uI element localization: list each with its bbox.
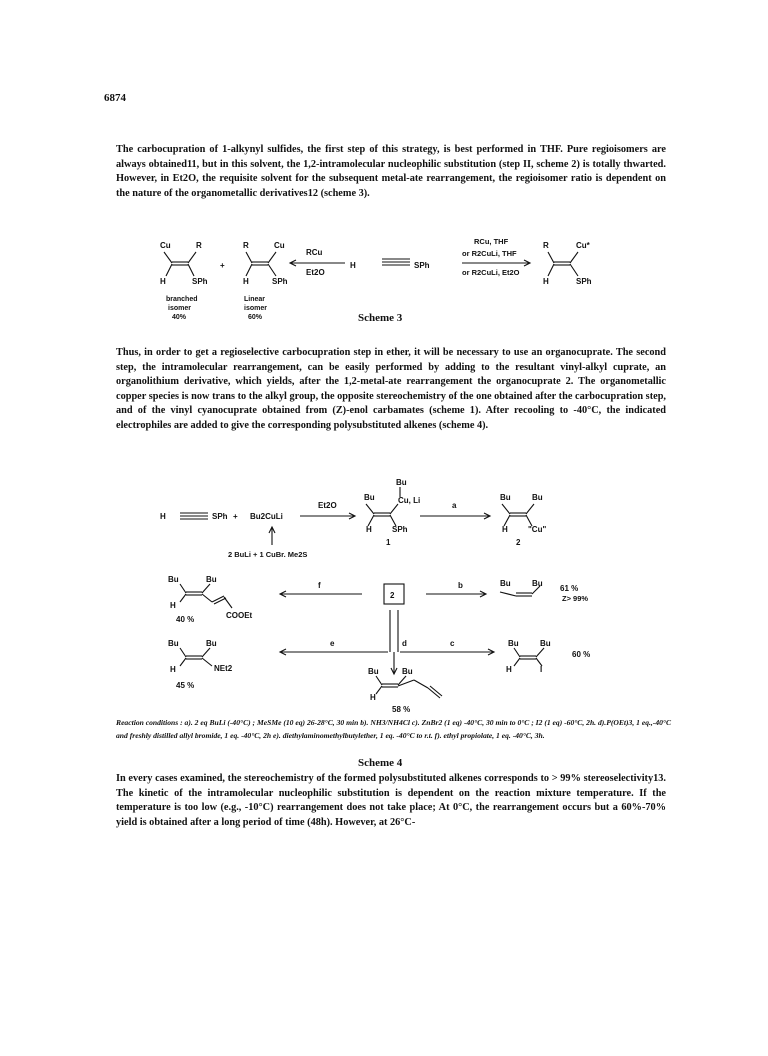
- svg-text:SPh: SPh: [392, 525, 408, 534]
- svg-text:SPh: SPh: [212, 512, 228, 521]
- svg-text:Bu: Bu: [500, 579, 511, 588]
- s3-reagent-right-top: RCu, THF: [474, 237, 509, 246]
- svg-text:Cu: Cu: [274, 241, 285, 250]
- svg-text:Cu*: Cu*: [576, 241, 590, 250]
- svg-text:SPh: SPh: [192, 277, 208, 286]
- svg-text:Bu: Bu: [532, 493, 543, 502]
- paragraph-3: In every cases examined, the stereochemistry of the formed polysubstituted alkenes corresponds to > 99% stereoselectivity13. The kinetic of the intramolecular nucleophilic substitution is dependent on the reaction mixture temperature. If the temperature is too low (e.g., -10°C) rearrangement does not take place; At 0°C, the rearrangement occurs but a 60%-70% yield is obtained after a long period of time (48h). However, at 26°C-: [116, 773, 666, 828]
- s4-plus: +: [233, 512, 238, 521]
- svg-text:SPh: SPh: [576, 277, 592, 286]
- s4-label-b: b: [458, 581, 463, 590]
- svg-text:H: H: [543, 277, 549, 286]
- svg-text:R: R: [243, 241, 249, 250]
- svg-text:Bu: Bu: [168, 575, 179, 584]
- s4-compound-1: 1: [386, 538, 391, 547]
- s4-yield-b: 61 %: [560, 584, 579, 593]
- s3-reagent-right-bottom: or R2CuLi, Et2O: [462, 268, 520, 277]
- svg-text:Cu: Cu: [160, 241, 171, 250]
- scheme-4-caption: Scheme 4: [358, 757, 403, 769]
- svg-text:Bu: Bu: [206, 639, 217, 648]
- s3-linear-1: Linear: [244, 296, 266, 303]
- reaction-conditions: Reaction conditions : a). 2 eq BuLi (-40°C) ; MeSMe (10 eq) 26-28°C, 30 min b). NH3/NH4Cl c). ZnBr2 (1 eq) -40°C, 30 min to 0°C ; I2 (1 eq) -60°C, 2h. d).P(OEt)3, 1 eq.,-40°C and freshly distilled allyl bromide, 1 eq. -40°C, 2h e). diethylaminomethylbutylether, 1 eq. -40°C to r.t. f). ethyl propiolate, 1 eq. -40°C, 3h.: [116, 718, 672, 741]
- svg-text:Bu: Bu: [540, 639, 551, 648]
- page-number: 6874: [104, 92, 126, 104]
- s4-group-cooet: COOEt: [226, 611, 253, 620]
- svg-text:H: H: [170, 601, 176, 610]
- paragraph-1: The carbocupration of 1-alkynyl sulfides, the first step of this strategy, is best performed in THF. Pure regioisomers are always obtained11, but in this solvent, the 1,2-intramolecular nucleophilic substitution (step II, scheme 2) is totally thwarted. However, in Et2O, the requisite solvent for the subsequent metal-ate rearrangement, the regioisomer ratio is dependent on the nature of the organometallic derivatives12 (scheme 3).: [116, 144, 666, 199]
- s3-linear-3: 60%: [248, 314, 263, 321]
- svg-text:R: R: [196, 241, 202, 250]
- svg-text:Bu: Bu: [168, 639, 179, 648]
- s3-reagent-left-top: RCu: [306, 248, 323, 257]
- s3-branched-1: branched: [166, 296, 198, 303]
- s4-label-e: e: [330, 639, 335, 648]
- svg-text:Bu: Bu: [364, 493, 375, 502]
- svg-text:H: H: [502, 525, 508, 534]
- svg-text:H: H: [366, 525, 372, 534]
- s4-solvent: Et2O: [318, 501, 337, 510]
- s3-reagent-right-mid: or R2CuLi, THF: [462, 249, 517, 258]
- svg-text:Bu: Bu: [532, 579, 543, 588]
- svg-text:Bu: Bu: [368, 667, 379, 676]
- s4-yield-f: 40 %: [176, 615, 195, 624]
- svg-text:Bu: Bu: [206, 575, 217, 584]
- svg-text:Bu: Bu: [396, 478, 407, 487]
- svg-text:H: H: [170, 665, 176, 674]
- svg-text:SPh: SPh: [414, 261, 430, 270]
- s3-branched-3: 40%: [172, 314, 187, 321]
- s4-box-label: 2: [390, 591, 395, 600]
- s3-linear-2: isomer: [244, 305, 267, 312]
- s4-cuprate-source: 2 BuLi + 1 CuBr. Me2S: [228, 550, 308, 559]
- s4-cu-li: Cu, Li: [398, 496, 421, 505]
- svg-text:SPh: SPh: [272, 277, 288, 286]
- s4-label-c: c: [450, 639, 455, 648]
- svg-text:H: H: [370, 693, 376, 702]
- s4-label-a: a: [452, 501, 457, 510]
- s4-group-net2: NEt2: [214, 664, 233, 673]
- s4-cuprate: Bu2CuLi: [250, 512, 283, 521]
- svg-text:Bu: Bu: [402, 667, 413, 676]
- s4-yield-c: 60 %: [572, 650, 591, 659]
- svg-text:H: H: [506, 665, 512, 674]
- s3-plus: +: [220, 261, 225, 270]
- s4-selectivity-b: Z> 99%: [562, 594, 589, 603]
- s3-reagent-left-bottom: Et2O: [306, 268, 325, 277]
- svg-text:R: R: [543, 241, 549, 250]
- svg-text:I: I: [540, 665, 543, 674]
- svg-text:H: H: [243, 277, 249, 286]
- s4-yield-d: 58 %: [392, 705, 411, 714]
- s4-yield-e: 45 %: [176, 681, 195, 690]
- svg-text:Bu: Bu: [508, 639, 519, 648]
- paragraph-2: Thus, in order to get a regioselective carbocupration step in ether, it will be necessary to use an organocuprate. The second step, the intramolecular rearrangement, can be easily performed by adding to the resultant vinyl-alkyl cuprate, an organolithium derivative, which yields, after the 1,2-metal-ate rearrangement the organocuprate 2. The organometallic copper species is now trans to the alkyl group, the opposite stereochemistry of the one obtained after the carbocupration step, and of the vinyl cyanocuprate obtained from (Z)-enol carbamates (scheme 1). After recooling to -40°C, the indicated electrophiles are added to give the corresponding polysubstituted alkenes (scheme 4).: [116, 347, 666, 431]
- s4-label-f: f: [318, 581, 321, 590]
- s3-branched-2: isomer: [168, 305, 191, 312]
- svg-text:Bu: Bu: [500, 493, 511, 502]
- svg-text:H: H: [160, 512, 166, 521]
- scheme-3-caption: Scheme 3: [358, 312, 403, 324]
- s4-cu-minus: "Cu": [528, 525, 547, 534]
- svg-text:H: H: [160, 277, 166, 286]
- s4-compound-2: 2: [516, 538, 521, 547]
- svg-text:H: H: [350, 261, 356, 270]
- s4-label-d: d: [402, 639, 407, 648]
